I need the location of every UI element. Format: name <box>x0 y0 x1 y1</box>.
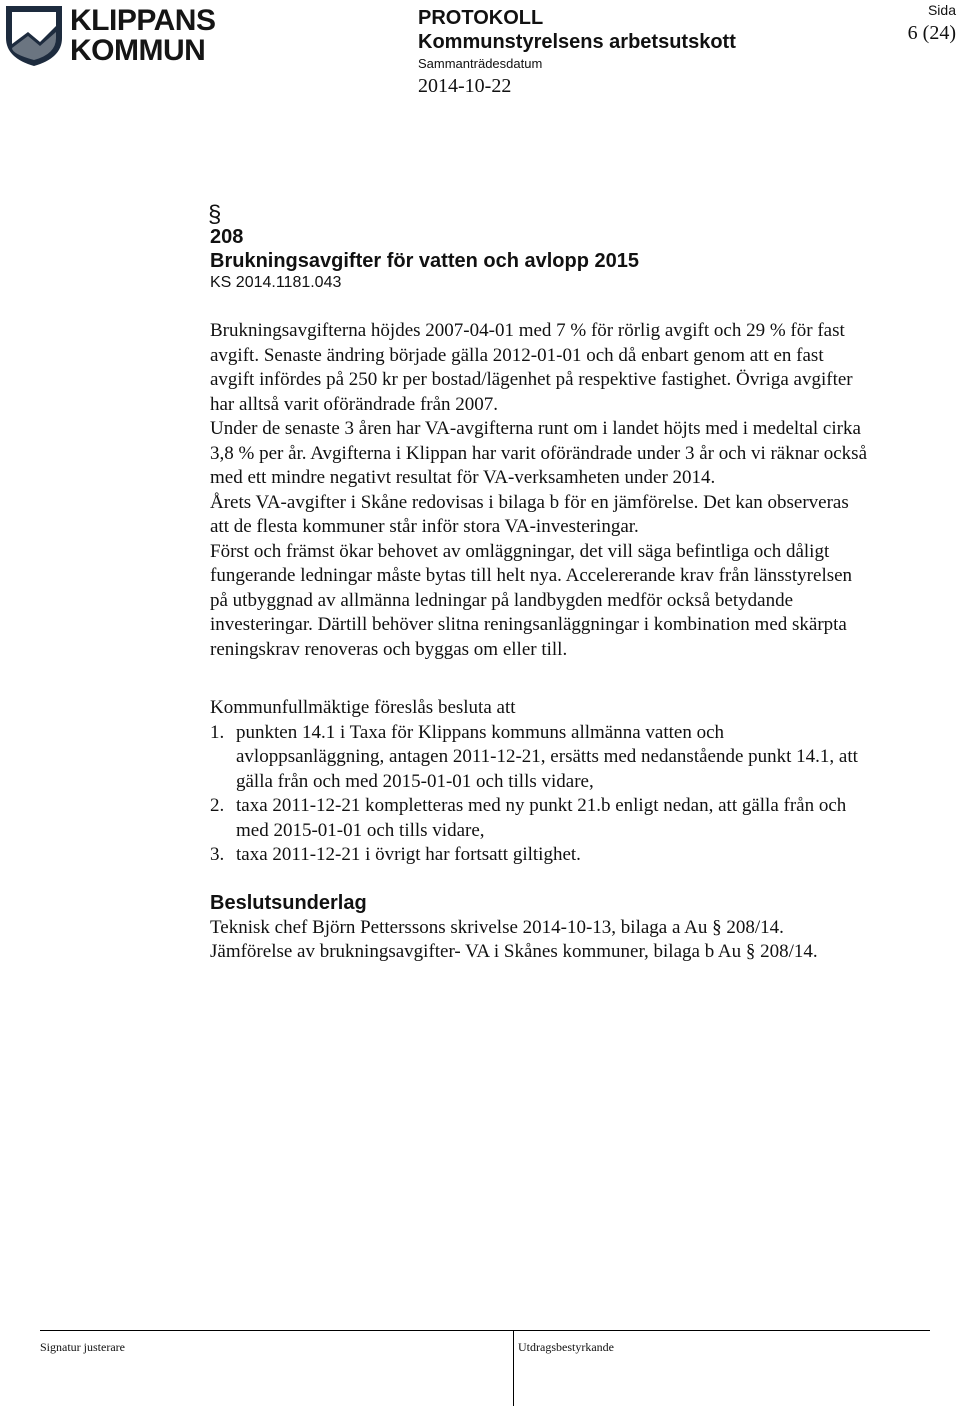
proposal-item <box>210 721 870 795</box>
page-number: 6 (24) <box>907 22 956 44</box>
document-body <box>208 201 870 965</box>
meeting-date: 2014-10-22 <box>418 75 512 97</box>
body-paragraph: Under de senaste 3 åren har VA-avgifterna runt om i landet höjts med i medeltal cirka 3,8 % per år. Avgifterna i Klippan har varit oförändrade under 3 år och vi räknar också med ett mindre negativt resultat för VA-verksamheten under 2014. <box>210 418 868 488</box>
municipality-logo <box>4 4 219 70</box>
footer-rule <box>40 1330 930 1331</box>
page-label: Sida <box>927 2 956 18</box>
section-mark: § <box>208 201 222 228</box>
proposal-item <box>210 843 870 868</box>
proposal-item-number: 2. <box>210 795 225 816</box>
decision-basis-title: Beslutsunderlag <box>210 891 367 914</box>
proposal-item-number: 3. <box>210 844 225 865</box>
logo-line-1: KLIPPANS <box>70 4 216 37</box>
document-type: PROTOKOLL <box>418 7 544 29</box>
proposal-item-text: taxa 2011-12-21 i övrigt har fortsatt giltighet. <box>236 844 581 865</box>
committee-name: Kommunstyrelsens arbetsutskott <box>418 31 736 53</box>
extract-certification-label: Utdragsbestyrkande <box>518 1340 614 1354</box>
proposal-item <box>210 794 870 843</box>
footer-divider <box>513 1330 514 1406</box>
signature-adjuster-label: Signatur justerare <box>40 1340 125 1354</box>
proposal-intro: Kommunfullmäktige föreslås besluta att <box>210 697 516 718</box>
meeting-date-label: Sammanträdesdatum <box>418 56 543 71</box>
proposal-item-text: taxa 2011-12-21 kompletteras med ny punkt 21.b enligt nedan, att gälla från och med 2015-01-01 och tills vidare, <box>236 795 847 841</box>
case-reference: KS 2014.1181.043 <box>210 274 342 291</box>
document-header <box>418 6 736 98</box>
proposal-list <box>210 721 870 868</box>
logo-line-2: KOMMUN <box>70 34 206 67</box>
decision-basis-line: Jämförelse av brukningsavgifter- VA i Skånes kommuner, bilaga b Au § 208/14. <box>210 941 818 962</box>
proposal-item-number: 1. <box>210 721 225 743</box>
signature-footer <box>0 1330 960 1406</box>
decision-basis <box>210 890 870 965</box>
decision-basis-line: Teknisk chef Björn Petterssons skrivelse 2014-10-13, bilaga a Au § 208/14. <box>210 916 784 938</box>
body-paragraph: Brukningsavgifterna höjdes 2007-04-01 med 7 % för rörlig avgift och 29 % för fast avgift. Senaste ändring började gälla 2012-01-01 och då enbart genom att en fast avgift infördes på 250 kr per bostad/lägenhet på respektive fastighet. Övriga avgifter har alltså varit oförändrade från 2007. <box>210 320 853 415</box>
section-title: Brukningsavgifter för vatten och avlopp 2015 <box>210 250 639 272</box>
proposal-item-text: punkten 14.1 i Taxa för Klippans kommuns allmänna vatten och avloppsanläggning, antagen 2011-12-21, ersätts med nedanstående punkt 14.1, att gälla från och med 2015-01-01 och tills vidare, <box>236 721 858 792</box>
body-paragraph: Först och främst ökar behovet av omläggningar, det vill säga befintliga och dåligt fungerande ledningar måste bytas till helt nya. Accelererande krav från länsstyrelsen på utbyggnad av allmänna ledningar på landbygden medför också betydande investeringar. Därtill behöver slitna reningsanläggningar i kombination med skärpta reningskrav renoveras och byggas om eller till. <box>210 540 853 660</box>
klippan-shield-logo-icon <box>4 4 64 68</box>
proposal-section <box>210 696 870 868</box>
page-number-block <box>908 2 956 46</box>
section-number: 208 <box>210 226 244 248</box>
body-paragraph: Årets VA-avgifter i Skåne redovisas i bilaga b för en jämförelse. Det kan observeras att de flesta kommuner står inför stora VA-investeringar. <box>210 491 849 537</box>
